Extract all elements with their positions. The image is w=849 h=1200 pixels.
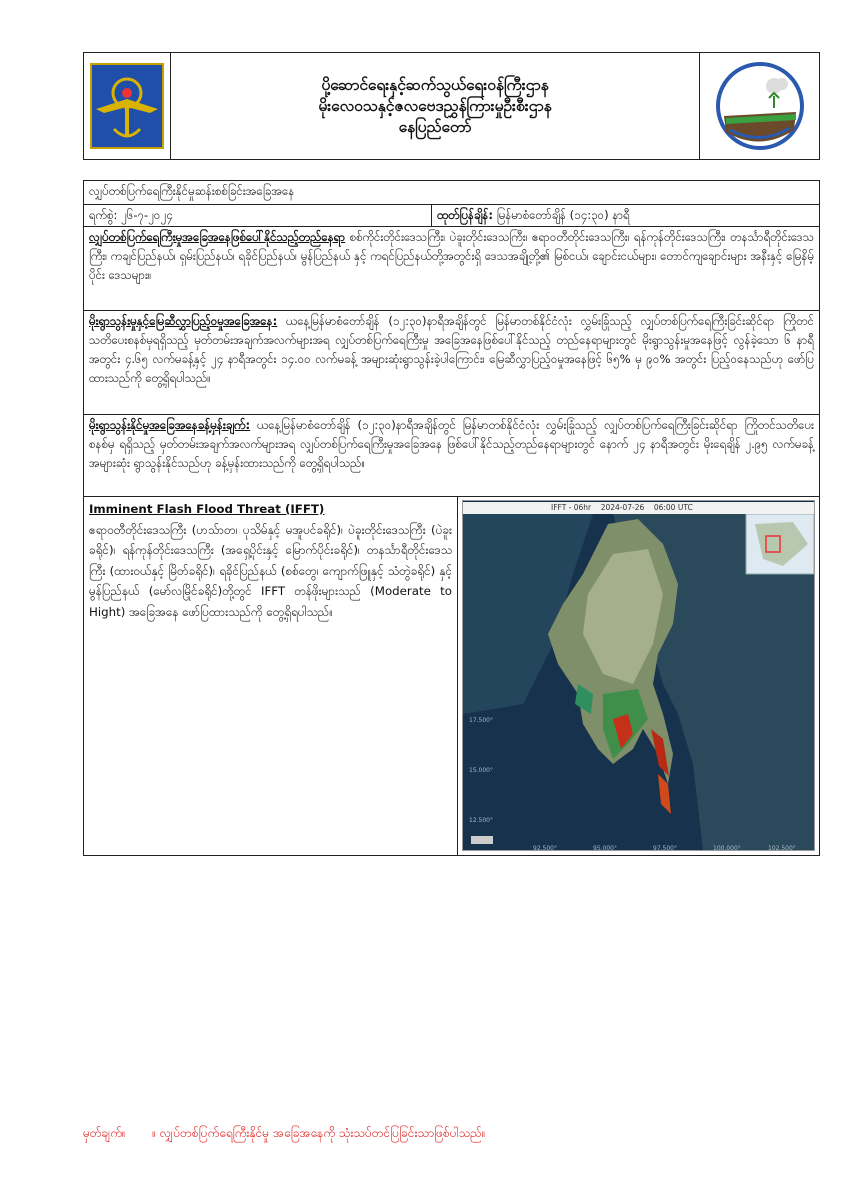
- myanmar-map-graphic: [463, 514, 814, 850]
- lon-label-4: 100.000°: [713, 845, 741, 851]
- map-caption-date: 2024-07-26: [600, 503, 645, 512]
- lon-label-2: 95.000°: [593, 845, 617, 851]
- forecast-text: ယနေ့မြန်မာစံတော်ချိန် (၁၂:၃၀)နာရီအချိန်တွင် မြန်မာတစ်နိုင်ငံလုံး လွှမ်းခြုံသည့် လျှပ်တစ်ပြက်ရေကြီးခြင်းဆိုင်ရာ ကြိုတင်သတိပေးစနစ်မှ ရရှိသည့် မှတ်တမ်းအချက်အလက်များအရ လျှပ်တစ်ပြက်ရေကြီးမှုအခြေအနေ ဖြစ်ပေါ်နိုင်သည့်တည်နေရာများတွင် နောက် ၂၄ နာရီအတွင်း မိုးရေချိန် ၂.၉၅ လက်မခန့် အများဆုံး ရွာသွန်းနိုင်သည်ဟု ခန့်မှန်းထားသည်ကို တွေ့ရှိရပါသည်။: [89, 418, 814, 470]
- location-heading: လျှပ်တစ်ပြက်ရေကြီးမှုအခြေအနေဖြစ်ပေါ်နိုင်သည့်တည်နေရာ: [89, 230, 346, 244]
- lon-label-1: 92.500°: [533, 845, 557, 851]
- ifft-heading: Imminent Flash Flood Threat (IFFT): [89, 502, 325, 516]
- issue-time-cell: [432, 205, 819, 226]
- department-title: မိုးလေဝသနှင့်ဇလဗေဒညွှန်ကြားမှုဦးစီးဌာန: [318, 96, 552, 115]
- footer-note-text: ။ လျှပ်တစ်ပြက်ရေကြီးနိုင်မှု အခြေအနေကို သုံးသပ်တင်ပြခြင်းသာဖြစ်ပါသည်။: [152, 1126, 486, 1140]
- rainfall-soil-section: [84, 311, 819, 415]
- city-title: နေပြည်တော်: [398, 117, 472, 136]
- date-cell: [84, 205, 432, 226]
- ifft-map: [462, 500, 815, 851]
- footer-note-label: မှတ်ချက်။: [83, 1126, 126, 1140]
- header-title-block: [171, 53, 700, 159]
- ministry-logo-cell: [84, 53, 171, 159]
- ministry-logo-icon: [90, 63, 164, 149]
- date-value: ၂၆-၇-၂၀၂၄: [121, 208, 173, 222]
- forecast-heading: မိုးရွာသွန်းနိုင်မှုအခြေအနေခန့်မှန်းချက်:: [89, 418, 251, 432]
- ifft-text-cell: [84, 497, 458, 855]
- bulletin-title: လျှပ်တစ်ပြက်ရေကြီးနိုင်မှုဆန်းစစ်ခြင်းအခြေအနေ: [89, 184, 295, 198]
- bulletin-title-row: [84, 181, 819, 205]
- issue-time-label: ထုတ်ပြန်ချိန်:: [437, 208, 494, 222]
- rainfall-soil-heading: မိုးရွာသွန်းမှုနှင့်မြေဆီလွှာပြည့်ဝမှုအခြေအနေ:: [89, 314, 278, 328]
- date-label: ရက်စွဲ:: [89, 208, 118, 222]
- lat-label-1: 17.500°: [469, 717, 493, 724]
- lat-label-3: 12.500°: [469, 817, 493, 824]
- ifft-section: [84, 497, 819, 855]
- location-text: စစ်ကိုင်းတိုင်းဒေသကြီး၊ ပဲခူးတိုင်းဒေသကြီး၊ ဧရာဝတီတိုင်းဒေသကြီး၊ ရန်ကုန်တိုင်းဒေသကြီး၊ တနင်္သာရီတိုင်းဒေသကြီး၊ ကချင်ပြည်နယ်၊ ရှမ်းပြည်နယ်၊ ရခိုင်ပြည်နယ်၊ မွန်ပြည်နယ် နှင့် ကရင်ပြည်နယ်တို့အတွင်းရှိ ဒေသအချို့တို့၏ မြစ်ငယ်၊ ချောင်းငယ်များ၊ တောင်ကျချောင်းများ အနီးနှင့် မြေနိမ့်ပိုင်း ဒေသများ။: [89, 230, 814, 282]
- lat-label-2: 15.000°: [469, 767, 493, 774]
- location-section: [84, 227, 819, 311]
- lon-label-3: 97.500°: [653, 845, 677, 851]
- ifft-text: ဧရာဝတီတိုင်းဒေသကြီး (ဟသ်ာတ၊ ပုသိမ်နှင့် မအူပင်ခရိုင်)၊ ပဲခူးတိုင်းဒေသကြီး (ပဲခူးခရိုင်)၊ ရန်ကုန်တိုင်းဒေသကြီး (အရှေ့ပိုင်းနှင့် မြောက်ပိုင်းခရိုင်)၊ တနင်္သာရီတိုင်းဒေသကြီး (ထားဝယ်နှင့် မြိတ်ခရိုင်)၊ ရခိုင်ပြည်နယ် (စစ်တွေ၊ ကျောက်ဖြူနှင့် သံတွဲခရိုင်) နှင့် မွန်ပြည်နယ် (မော်လမြိုင်ခရိုင်)တို့တွင် IFFT တန်ဖိုးများသည် (Moderate to Hight) အခြေအနေ ဖော်ပြထားသည်ကို တွေ့ရှိရပါသည်။: [89, 522, 452, 619]
- forecast-section: [84, 415, 819, 497]
- lon-label-5: 102.500°: [768, 845, 796, 851]
- dept-logo-cell: [700, 53, 819, 159]
- issue-time-value: မြန်မာစံတော်ချိန် (၁၄:၃၀) နာရီ: [496, 208, 630, 222]
- header-box: [83, 52, 820, 160]
- map-caption: [463, 502, 814, 514]
- date-row: [84, 205, 819, 227]
- water-cycle-logo-icon: [714, 60, 806, 152]
- map-caption-time: 06:00 UTC: [653, 503, 693, 512]
- ifft-map-cell: [458, 497, 819, 855]
- ministry-title: ပို့ဆောင်ရေးနှင့်ဆက်သွယ်ရေးဝန်ကြီးဌာန: [321, 75, 549, 94]
- map-caption-product: IFFT - 06hr: [551, 503, 592, 512]
- bulletin-table: [83, 180, 820, 856]
- rainfall-soil-text: ယနေ့မြန်မာစံတော်ချိန် (၁၂:၃၀)နာရီအချိန်တွင် မြန်မာတစ်နိုင်ငံလုံး လွှမ်းခြုံသည့် လျှပ်တစ်ပြက်ရေကြီးခြင်းဆိုင်ရာ ကြိုတင်သတိပေးစနစ်မှရရှိသည့် မှတ်တမ်းအချက်အလက်များအရ လျှပ်တစ်ပြက်ရေကြီးမှု အခြေအနေဖြစ်ပေါ်နိုင်သည့် တည်နေရာများတွင် မိုးရွာသွန်းမှုအနေဖြင့် လွန်ခဲ့သော ၆ နာရီအတွင်း ၄.၆၅ လက်မခန့်နှင့် ၂၄ နာရီအတွင်း ၁၄.၀၀ လက်မခန့် အများဆုံးရွာသွန်းခဲ့ပါကြောင်း၊ မြေဆီလွှာပြည့်ဝမှုအနေဖြင့် ၆၅% မှ ၉၀% အတွင်း ပြည့်ဝနေသည်ဟု ဖော်ပြထားသည်ကို တွေ့ရှိရပါသည်။: [89, 314, 814, 385]
- footer-note: [83, 1125, 485, 1143]
